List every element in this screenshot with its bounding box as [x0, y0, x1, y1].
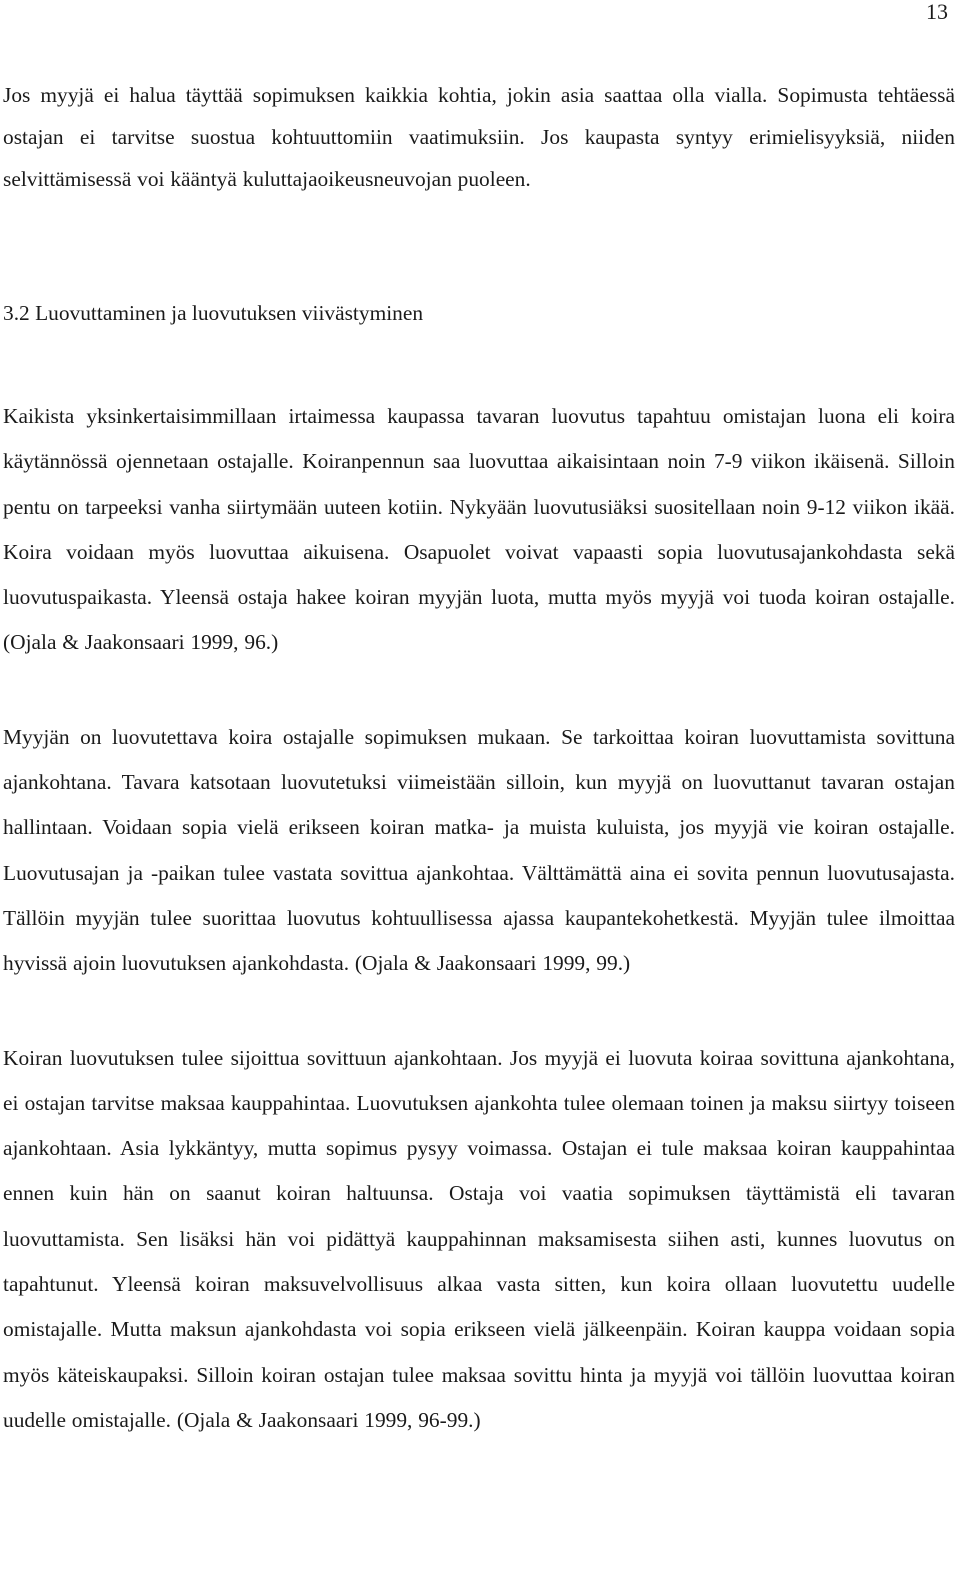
paragraph-payment-timing: Koiran luovutuksen tulee sijoittua sovittuun ajankohtaan. Jos myyjä ei luovuta koiraa sovittuna ajankohtana, ei ostajan tarvitse maksaa kauppahintaa. Luovutuksen ajankohta tulee olemaan toinen ja maksu siirtyy toiseen ajankohtaan. Asia lykkäntyy, mutta sopimus pysyy voimassa. Ostajan ei tule maksaa koiran kauppahintaa ennen kuin hän on saanut koiran haltuunsa. Ostaja voi vaatia sopimuksen täyttämistä eli tavaran luovuttamista. Sen lisäksi hän voi pidättyä kauppahinnan maksamisesta siihen asti, kunnes luovutus on tapahtunut. Yleensä koiran maksuvelvollisuus alkaa vasta sitten, kun koira ollaan luovutettu uudelle omistajalle. Mutta maksun ajankohdasta voi sopia erikseen vielä jälkeenpäin. Koiran kauppa voidaan sopia myös käteiskaupaksi. Silloin koiran ostajan tulee maksaa sovittu hinta ja myyjä voi tällöin luovuttaa koiran uudelle omistajalle. (Ojala & Jaakonsaari 1999, 96-99.) [3, 1045, 955, 1432]
document-body [3, 74, 955, 1443]
paragraph-seller-obligation: Myyjän on luovutettava koira ostajalle sopimuksen mukaan. Se tarkoittaa koiran luovuttamista sovittuna ajankohtana. Tavara katsotaan luovutetuksi viimeistään silloin, kun myyjä on luovuttanut tavaran ostajan hallintaan. Voidaan sopia vielä erikseen koiran matka- ja muista kuluista, jos myyjä vie koiran ostajalle. Luovutusajan ja -paikan tulee vastata sovittua ajankohtaa. Välttämättä aina ei sovita pennun luovutusajasta. Tällöin myyjän tulee suorittaa luovutus kohtuullisessa ajassa kaupantekohetkestä. Myyjän tulee ilmoittaa hyvissä ajoin luovutuksen ajankohdasta. (Ojala & Jaakonsaari 1999, 99.) [3, 724, 955, 976]
section-heading: 3.2 Luovuttaminen ja luovutuksen viivästyminen [3, 301, 424, 325]
page-number: 13 [926, 0, 948, 24]
paragraph-intro: Jos myyjä ei halua täyttää sopimuksen kaikkia kohtia, jokin asia saattaa olla vialla. Sopimusta tehtäessä ostajan ei tarvitse suostua kohtuuttomiin vaatimuksiin. Jos kaupasta syntyy erimielisyyksiä, niiden selvittämisessä voi kääntyä kuluttajaoikeusneuvojan puoleen. [3, 83, 955, 191]
paragraph-handover: Kaikista yksinkertaisimmillaan irtaimessa kaupassa tavaran luovutus tapahtuu omistajan luona eli koira käytännössä ojennetaan ostajalle. Koiranpennun saa luovuttaa aikaisintaan noin 7-9 viikon ikäisenä. Silloin pentu on tarpeeksi vanha siirtymään uuteen kotiin. Nykyään luovutusiäksi suositellaan noin 9-12 viikon ikää. Koira voidaan myös luovuttaa aikuisena. Osapuolet voivat vapaasti sopia luovutusajankohdasta sekä luovutuspaikasta. Yleensä ostaja hakee koiran myyjän luota, mutta myös myyjä voi tuoda koiran ostajalle. (Ojala & Jaakonsaari 1999, 96.) [3, 404, 955, 655]
